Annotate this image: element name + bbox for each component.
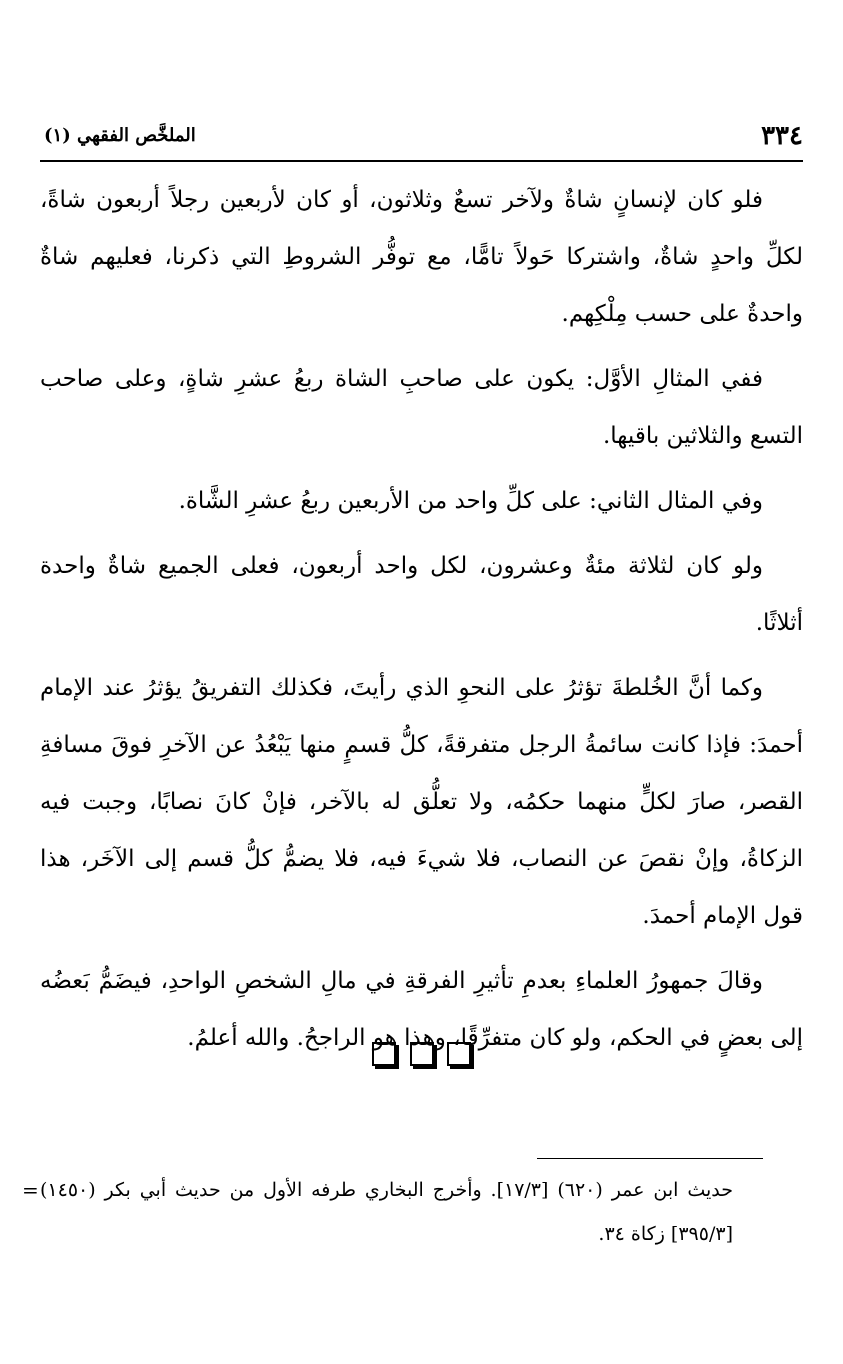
footnote-text: حديث ابن عمر (٦٢٠) [١٧/٣]. وأخرج البخاري طرفه الأول من حديث أبي بكر (١٤٥٠) [٣٩٥/٣] زكاة ٣٤. [40, 1179, 733, 1245]
paragraph: وقالَ جمهورُ العلماءِ بعدمِ تأثيرِ الفرقةِ في مالِ الشخصِ الواحدِ، فيضَمُّ بَعضُه إلى بعضٍ في الحكم، ولو كان متفرِّقًا، وهذا هو الراجحُ. والله أعلمُ. [40, 968, 803, 1051]
footnote-continuation-marker: = [22, 1178, 39, 1202]
footnote-divider [537, 1158, 763, 1159]
paragraph: ولو كان لثلاثة مئةٌ وعشرون، لكل واحد أربعون، فعلى الجميع شاةٌ واحدة أثلاثًا. [40, 553, 803, 636]
paragraph: وفي المثال الثاني: على كلِّ واحد من الأربعين ربعُ عشرِ الشَّاة. [178, 488, 763, 514]
book-title: الملخَّص الفقهي (١) [44, 125, 196, 146]
page-number: ٣٣٤ [761, 121, 803, 151]
square-ornament-icon [372, 1042, 396, 1066]
footnotes [40, 1168, 803, 1256]
square-ornament-icon [447, 1042, 471, 1066]
square-ornament-icon [410, 1042, 434, 1066]
paragraph: وكما أنَّ الخُلطةَ تؤثرُ على النحوِ الذي رأيتَ، فكذلك التفريقُ يؤثرُ عند الإمام أحمدَ: فإذا كانت سائمةُ الرجل متفرقةً، كلُّ قسمٍ منها يَبْعُدُ عن الآخرِ فوقَ مسافةِ القصر، صارَ لكلٍّ منهما حكمُه، ولا تعلُّق له بالآخر، فإنْ كانَ نصابًا، وجبت فيه الزكاةُ، وإنْ نقصَ عن النصاب، فلا شيءَ فيه، فلا يضمُّ كلُّ قسم إلى الآخَر، هذا قول الإمام أحمدَ. [40, 675, 803, 929]
header-divider [40, 160, 803, 162]
section-end-ornament [0, 1042, 843, 1070]
paragraph: فلو كان لإنسانٍ شاةٌ ولآخر تسعٌ وثلاثون، أو كان لأربعين رجلاً أربعون شاةً، لكلِّ واحدٍ شاةٌ، واشتركا حَولاً تامًّا، مع توفُّر الشروطِ التي ذكرنا، فعليهم شاةٌ واحدةٌ على حسب مِلْكِهم. [40, 187, 803, 327]
page-body [40, 172, 803, 1075]
paragraph: ففي المثالِ الأوَّل: يكون على صاحبِ الشاة ربعُ عشرِ شاةٍ، وعلى صاحب التسع والثلاثين باقيها. [40, 366, 803, 449]
page-header [44, 118, 803, 154]
